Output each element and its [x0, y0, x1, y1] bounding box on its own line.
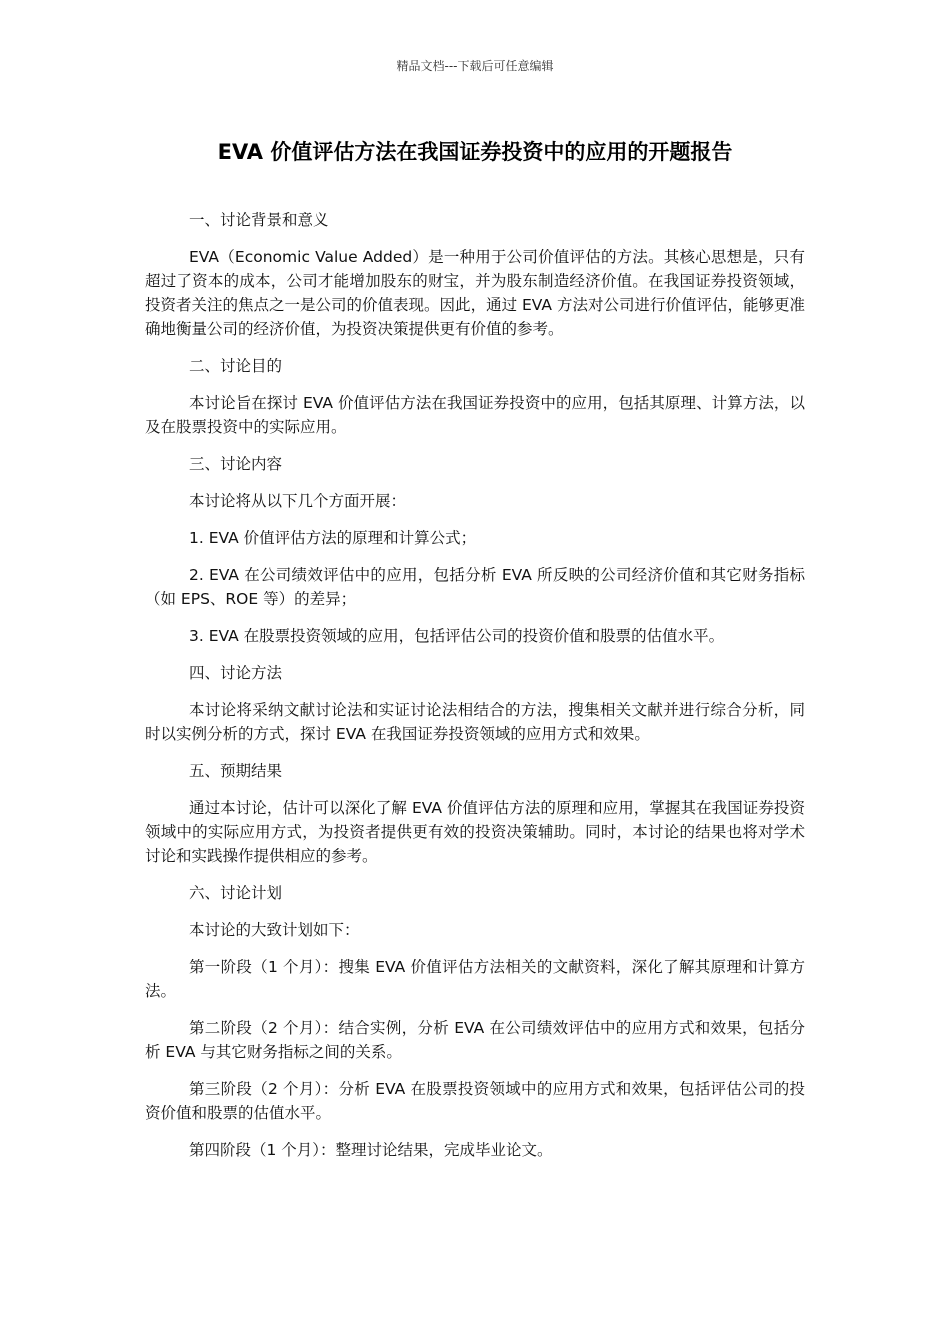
paragraph-purpose: 本讨论旨在探讨 EVA 价值评估方法在我国证券投资中的应用，包括其原理、计算方法，以及在股票投资中的实际应用。 [145, 394, 805, 436]
plan-stage-2: 第二阶段（2 个月）：结合实例，分析 EVA 在公司绩效评估中的应用方式和效果，包括分析 EVA 与其它财务指标之间的关系。 [145, 1019, 805, 1061]
document-title: EVA 价值评估方法在我国证券投资中的应用的开题报告 [217, 140, 733, 164]
plan-stage-3: 第三阶段（2 个月）：分析 EVA 在股票投资领域中的应用方式和效果，包括评估公司的投资价值和股票的估值水平。 [145, 1080, 805, 1122]
section-heading-purpose: 二、讨论目的 [189, 357, 283, 375]
paragraph-background: EVA（Economic Value Added）是一种用于公司价值评估的方法。其核心思想是，只有超过了资本的成本，公司才能增加股东的财宝，并为股东制造经济价值。在我国证券投资领域，投资者关注的焦点之一是公司的价值表现。因此，通过 EVA 方法对公司进行价值评估，能够更准确地衡量公司的经济价值，为投资决策提供更有价值的参考。 [145, 248, 805, 338]
list-item-content-3: 3. EVA 在股票投资领域的应用，包括评估公司的投资价值和股票的估值水平。 [189, 627, 725, 645]
paragraph-method: 本讨论将采纳文献讨论法和实证讨论法相结合的方法，搜集相关文献并进行综合分析，同时以实例分析的方式，探讨 EVA 在我国证券投资领域的应用方式和效果。 [145, 701, 805, 743]
page-header-note: 精品文档---下载后可任意编辑 [396, 59, 554, 73]
section-heading-plan: 六、讨论计划 [189, 884, 283, 902]
section-heading-results: 五、预期结果 [189, 762, 283, 780]
document-body [145, 208, 805, 1175]
paragraph-content-intro: 本讨论将从以下几个方面开展： [189, 492, 407, 510]
section-heading-background: 一、讨论背景和意义 [189, 211, 329, 229]
list-item-content-2: 2. EVA 在公司绩效评估中的应用，包括分析 EVA 所反映的公司经济价值和其它财务指标（如 EPS、ROE 等）的差异； [145, 566, 805, 608]
paragraph-results: 通过本讨论，估计可以深化了解 EVA 价值评估方法的原理和应用，掌握其在我国证券投资领域中的实际应用方式，为投资者提供更有效的投资决策辅助。同时，本讨论的结果也将对学术讨论和实践操作提供相应的参考。 [145, 799, 805, 865]
list-item-content-1: 1. EVA 价值评估方法的原理和计算公式； [189, 529, 477, 547]
section-heading-method: 四、讨论方法 [189, 664, 283, 682]
plan-stage-4: 第四阶段（1 个月）：整理讨论结果，完成毕业论文。 [189, 1141, 553, 1159]
plan-stage-1: 第一阶段（1 个月）：搜集 EVA 价值评估方法相关的文献资料，深化了解其原理和计算方法。 [145, 958, 805, 1000]
section-heading-content: 三、讨论内容 [189, 455, 283, 473]
paragraph-plan-intro: 本讨论的大致计划如下： [189, 921, 360, 939]
